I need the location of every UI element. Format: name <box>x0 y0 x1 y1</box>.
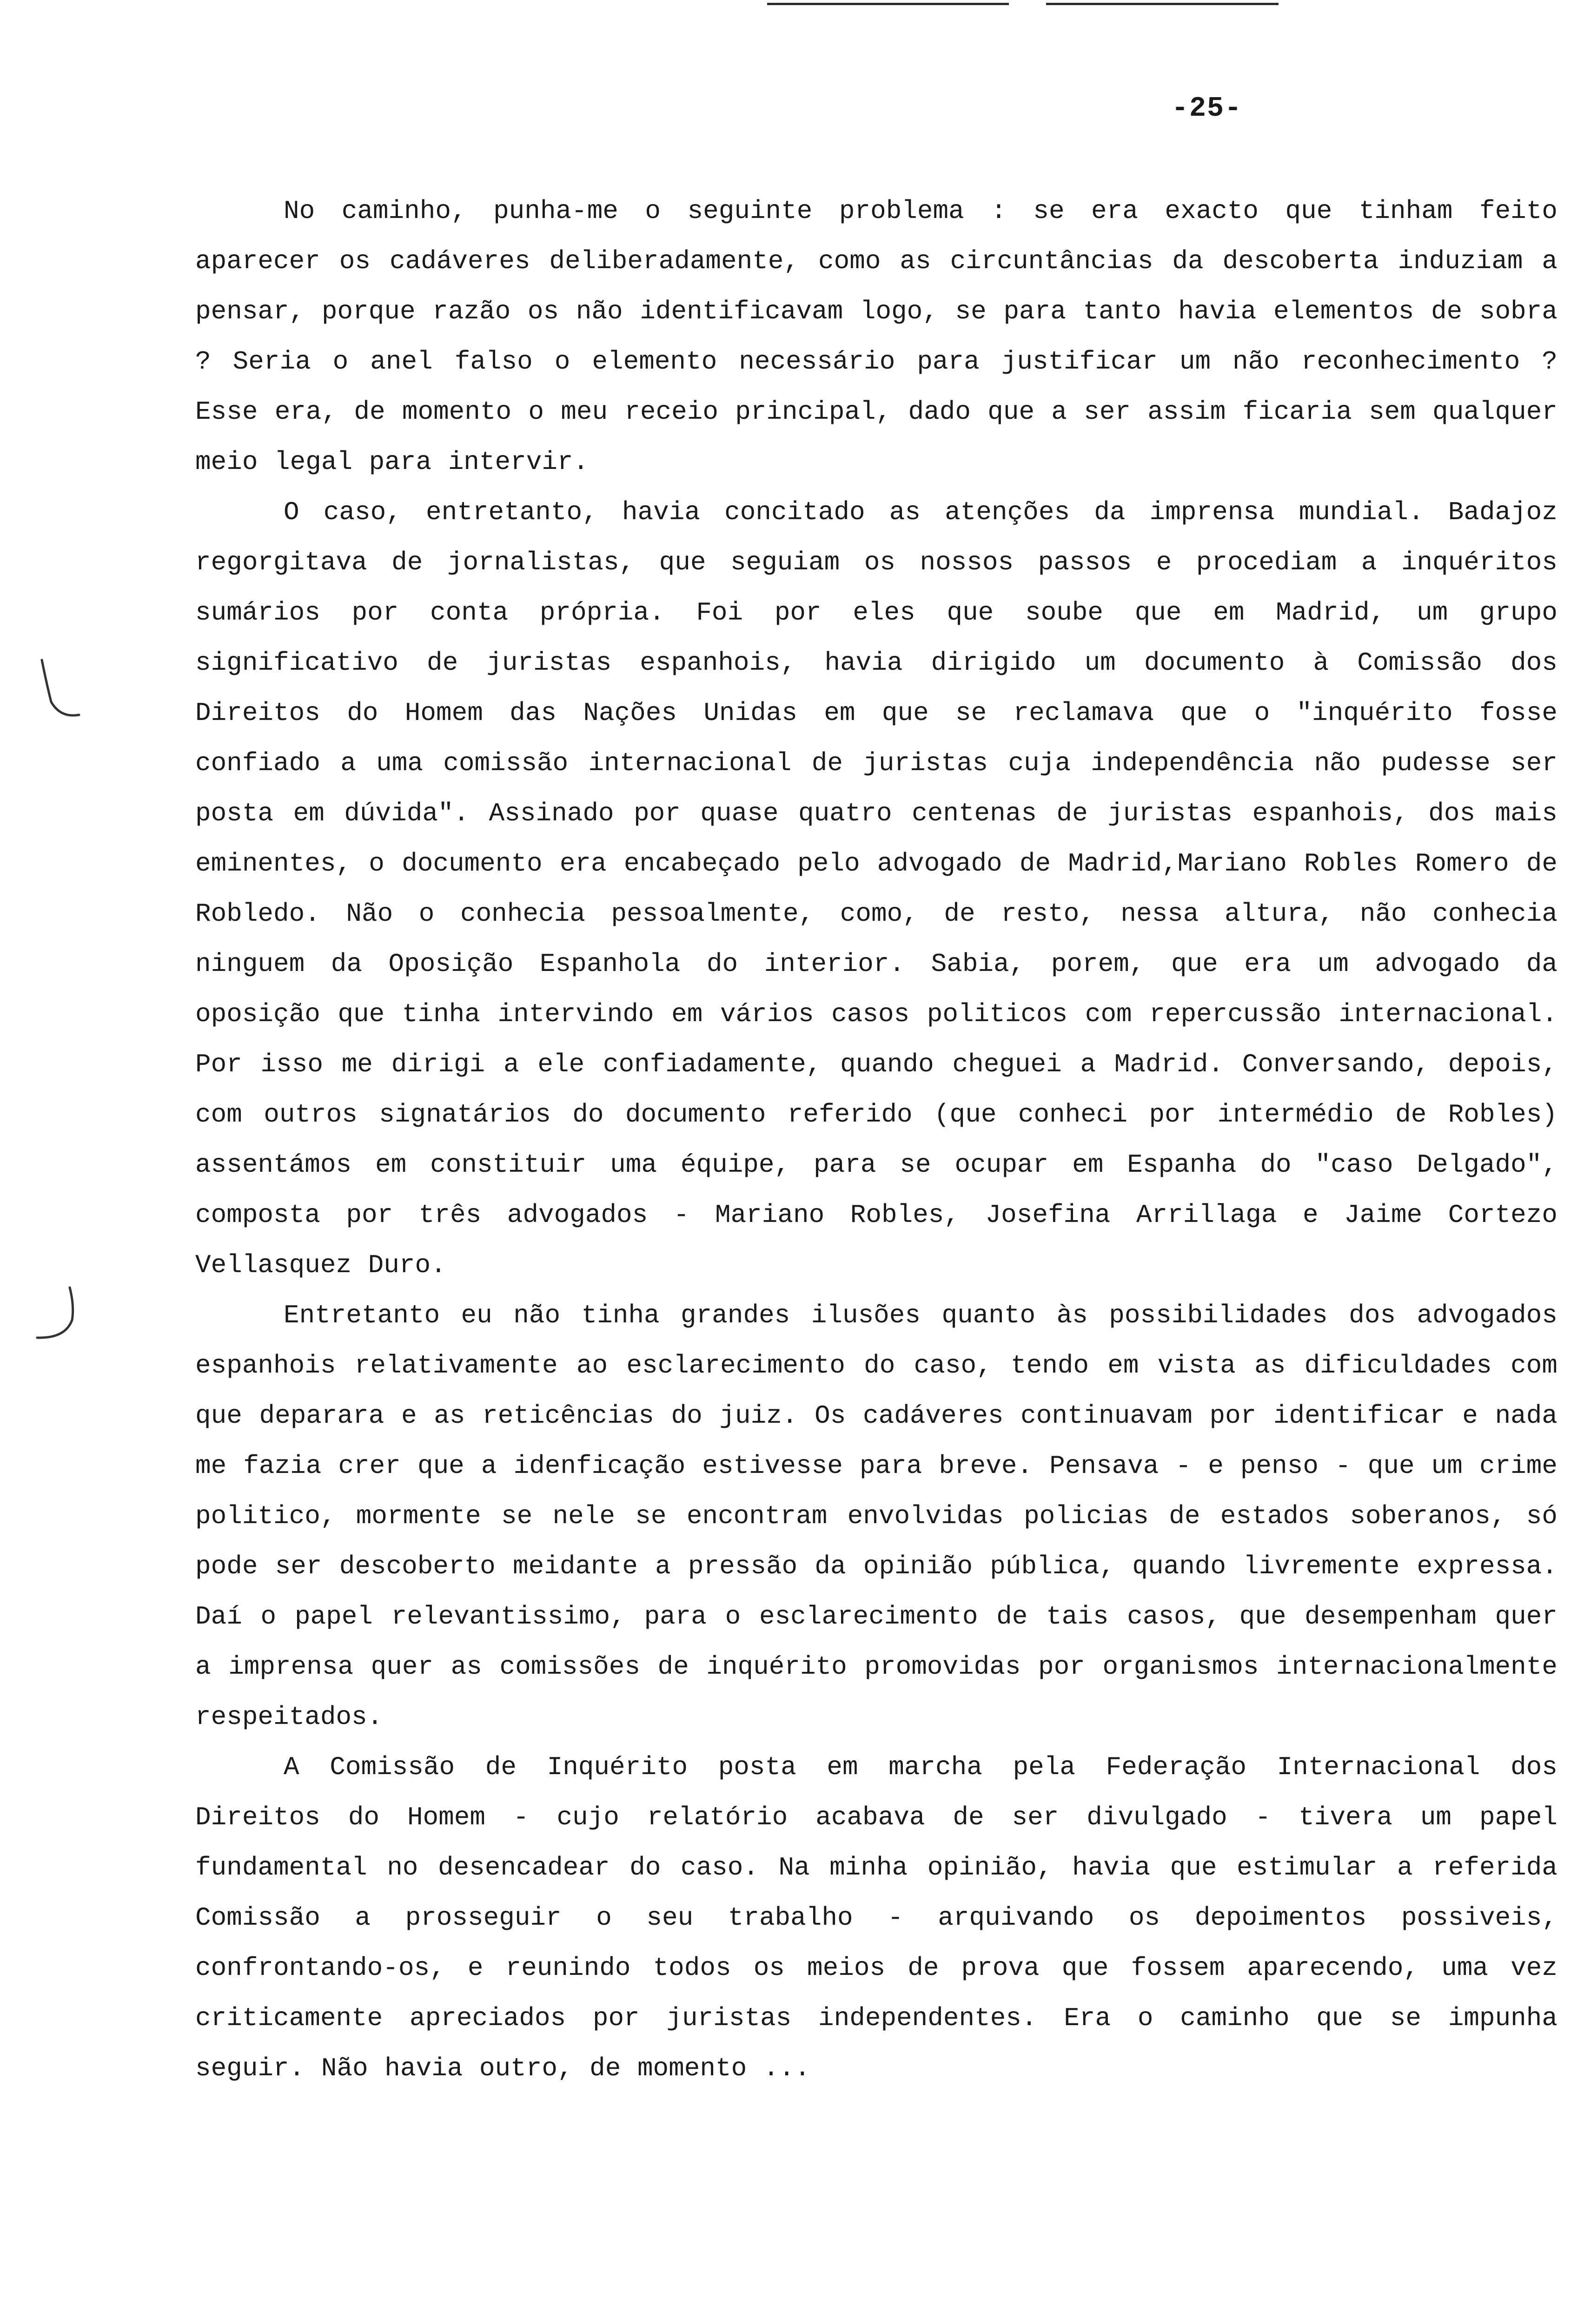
top-rule-left <box>767 3 1009 5</box>
margin-bracket-mark <box>28 1283 84 1348</box>
paragraph-2: O caso, entretanto, havia concitado as atenções da imprensa mundial. Badajoz regorgitava de jornalistas, que seguiam os nossos passos e procediam a inquéritos sumários por conta própria. Foi por eles que soube que em Madrid, um grupo significativo de juristas espanhois, havia dirigido um documento à Comissão dos Direitos do Homem das Nações Unidas em que se reclamava que o "inquérito fosse confiado a uma comissão internacional de juristas cuja independência não pudesse ser posta em dúvida". Assinado por quase quatro centenas de juristas espanhois, dos mais eminentes, o documento era encabeçado pelo advogado de Madrid,Mariano Robles Romero de Robledo. Não o conhecia pessoalmente, como, de resto, nessa altura, não conhecia ninguem da Oposição Espanhola do interior. Sabia, porem, que era um advogado da oposição que tinha intervindo em vários casos politicos com repercussão internacional. Por isso me dirigi a ele confiadamente, quando cheguei a Madrid. Conversando, depois, com outros signatários do documento referido (que conheci por intermédio de Robles) assentámos em constituir uma équipe, para se ocupar em Espanha do "caso Delgado", composta por três advogados - Mariano Robles, Josefina Arrillaga e Jaime Cortezo Vellasquez Duro. <box>195 497 1557 1280</box>
paragraph-4: A Comissão de Inquérito posta em marcha pela Federação Internacional dos Direitos do Homem - cujo relatório acabava de ser divulgado - tivera um papel fundamental no desencadear do caso. Na minha opinião, havia que estimular a referida Comissão a prosseguir o seu trabalho - arquivando os depoimentos possiveis, confrontando-os, e reunindo todos os meios de prova que fossem aparecendo, uma vez criticamente apreciados por juristas independentes. Era o caminho que se impunha seguir. Não havia outro, de momento ... <box>195 1752 1557 2083</box>
paragraph-3: Entretanto eu não tinha grandes ilusões quanto às possibilidades dos advogados espanhois relativamente ao esclarecimento do caso, tendo em vista as dificuldades com que deparara e as reticências do juiz. Os cadáveres continuavam por identificar e nada me fazia crer que a idenficação estivesse para breve. Pensava - e penso - que um crime politico, mormente se nele se encontram envolvidas policias de estados soberanos, só pode ser descoberto meidante a pressão da opinião pública, quando livremente expressa. Daí o papel relevantissimo, para o esclarecimento de tais casos, que desempenham quer a imprensa quer as comissões de inquérito promovidas por organismos internacionalmente respeitados. <box>195 1301 1557 1732</box>
margin-bracket-mark <box>28 655 84 720</box>
top-rule-right <box>1046 3 1279 5</box>
page-number: -25- <box>1172 93 1243 125</box>
paragraph-1: No caminho, punha-me o seguinte problema : se era exacto que tinham feito aparecer os cadáveres deliberadamente, como as circuntâncias da descoberta induziam a pensar, porque razão os não identificavam logo, se para tanto havia elementos de sobra ? Seria o anel falso o elemento necessário para justificar um não reconhecimento ? Esse era, de momento o meu receio principal, dado que a ser assim ficaria sem qualquer meio legal para intervir. <box>195 196 1557 477</box>
document-body <box>195 186 1557 2093</box>
